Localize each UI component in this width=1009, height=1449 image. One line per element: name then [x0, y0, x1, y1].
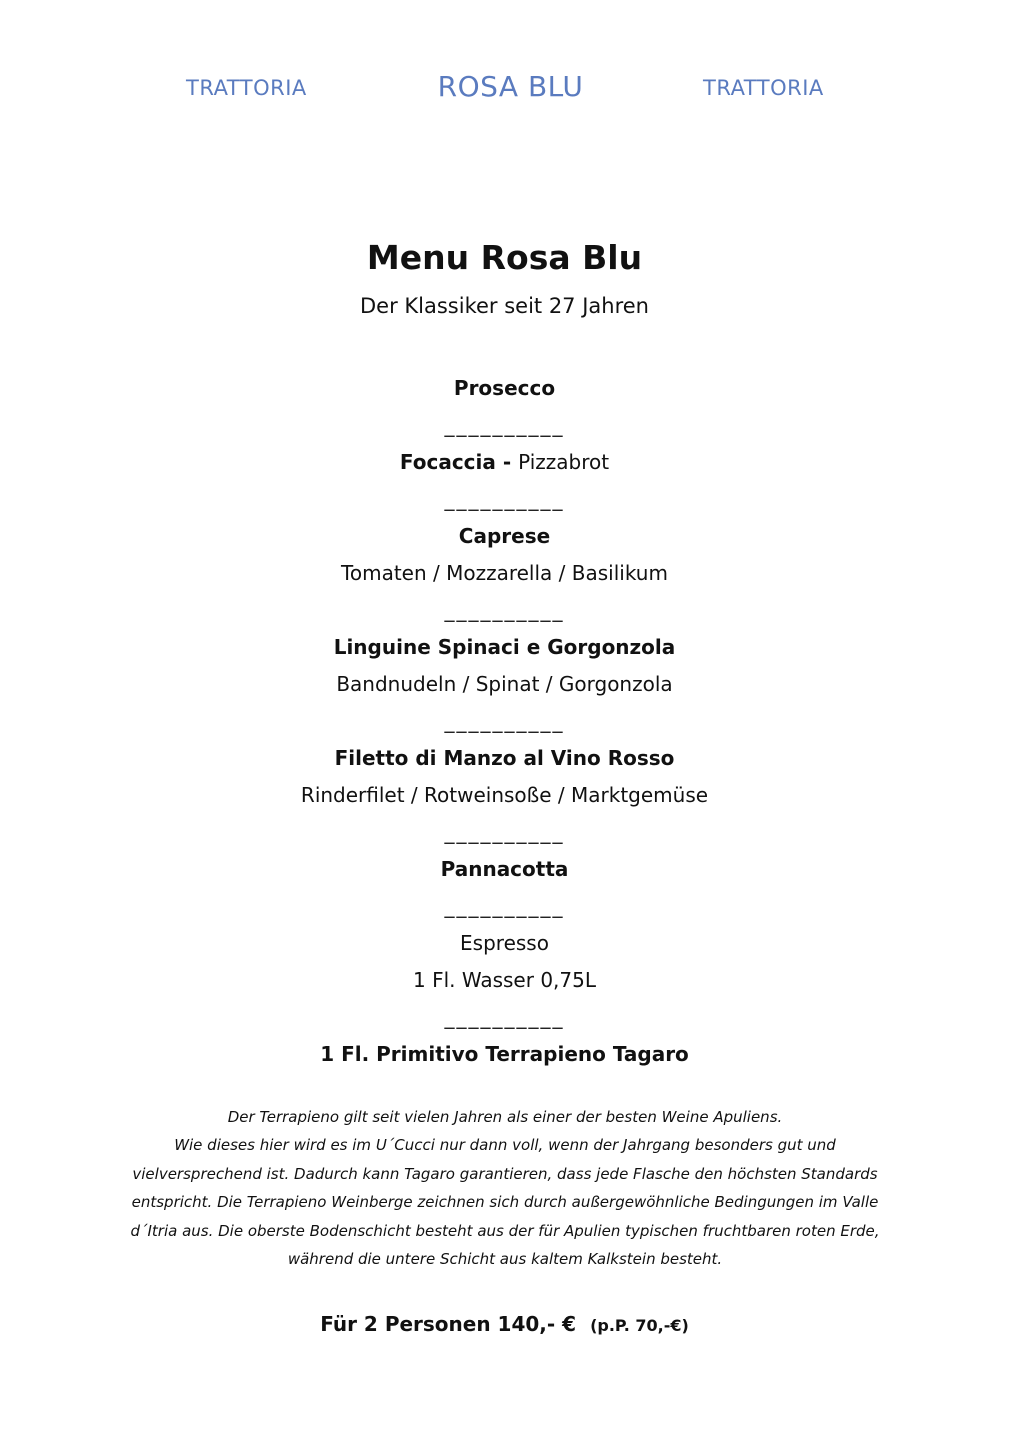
course-espresso: Espresso — [460, 931, 549, 955]
menu-subtitle: Der Klassiker seit 27 Jahren — [359, 294, 649, 318]
course-pannacotta: Pannacotta — [440, 857, 569, 881]
course-caprese-description: Tomaten / Mozzarella / Basilikum — [341, 561, 668, 585]
header-right-label: TRATTORIA — [703, 76, 824, 100]
menu-title: Menu Rosa Blu — [366, 238, 643, 277]
wine-description-line: während die untere Schicht aus kaltem Kalkstein besteht. — [287, 1250, 723, 1269]
course-separator: __________ — [444, 894, 565, 918]
focaccia-name: Focaccia — [399, 450, 496, 474]
course-separator: __________ — [444, 598, 565, 622]
wine-description-line: Wie dieses hier wird es im U´Cucci nur dann voll, wenn der Jahrgang besonders gut und — [174, 1136, 836, 1155]
header-restaurant-name-text: ROSA BLU — [437, 70, 584, 103]
course-separator: __________ — [444, 1005, 565, 1029]
course-wine: 1 Fl. Primitivo Terrapieno Tagaro — [320, 1042, 689, 1066]
course-separator: __________ — [444, 413, 565, 437]
course-separator: __________ — [444, 709, 565, 733]
course-separator: __________ — [444, 820, 565, 844]
menu-courses — [0, 370, 1009, 1073]
page-header — [0, 0, 1009, 130]
wine-description-line: d´Itria aus. Die oberste Bodenschicht besteht aus der für Apulien typischen fruchtbaren roten Erde, — [130, 1221, 880, 1240]
course-caprese-name: Caprese — [458, 524, 551, 548]
course-prosecco: Prosecco — [453, 376, 556, 400]
wine-description-line: Der Terrapieno gilt seit vielen Jahren als einer der besten Weine Apuliens. — [227, 1108, 783, 1126]
course-separator: __________ — [444, 487, 565, 511]
wine-description-line: vielversprechend ist. Dadurch kann Tagaro garantieren, dass jede Flasche den höchsten Standards — [132, 1164, 878, 1183]
course-filetto-description: Rinderfilet / Rotweinsoße / Marktgemüse — [300, 783, 709, 807]
menu-price — [0, 1312, 1009, 1336]
header-restaurant-name — [0, 70, 1009, 103]
course-filetto-name: Filetto di Manzo al Vino Rosso — [334, 746, 675, 770]
price-total: Für 2 Personen 140,- € — [320, 1312, 577, 1336]
wine-description — [80, 1103, 930, 1273]
wine-description-line: entspricht. Die Terrapieno Weinberge zeichnen sich durch außergewöhnliche Bedingungen im Valle — [131, 1193, 879, 1212]
header-left-label: TRATTORIA — [186, 76, 307, 100]
focaccia-dash: - — [495, 450, 519, 474]
course-water: 1 Fl. Wasser 0,75L — [412, 968, 596, 992]
course-linguine-description: Bandnudeln / Spinat / Gorgonzola — [336, 672, 673, 696]
course-focaccia — [0, 444, 1009, 481]
focaccia-description: Pizzabrot — [518, 450, 610, 474]
course-linguine-name: Linguine Spinaci e Gorgonzola — [333, 635, 676, 659]
price-per-person: (p.P. 70,-€) — [590, 1316, 689, 1335]
